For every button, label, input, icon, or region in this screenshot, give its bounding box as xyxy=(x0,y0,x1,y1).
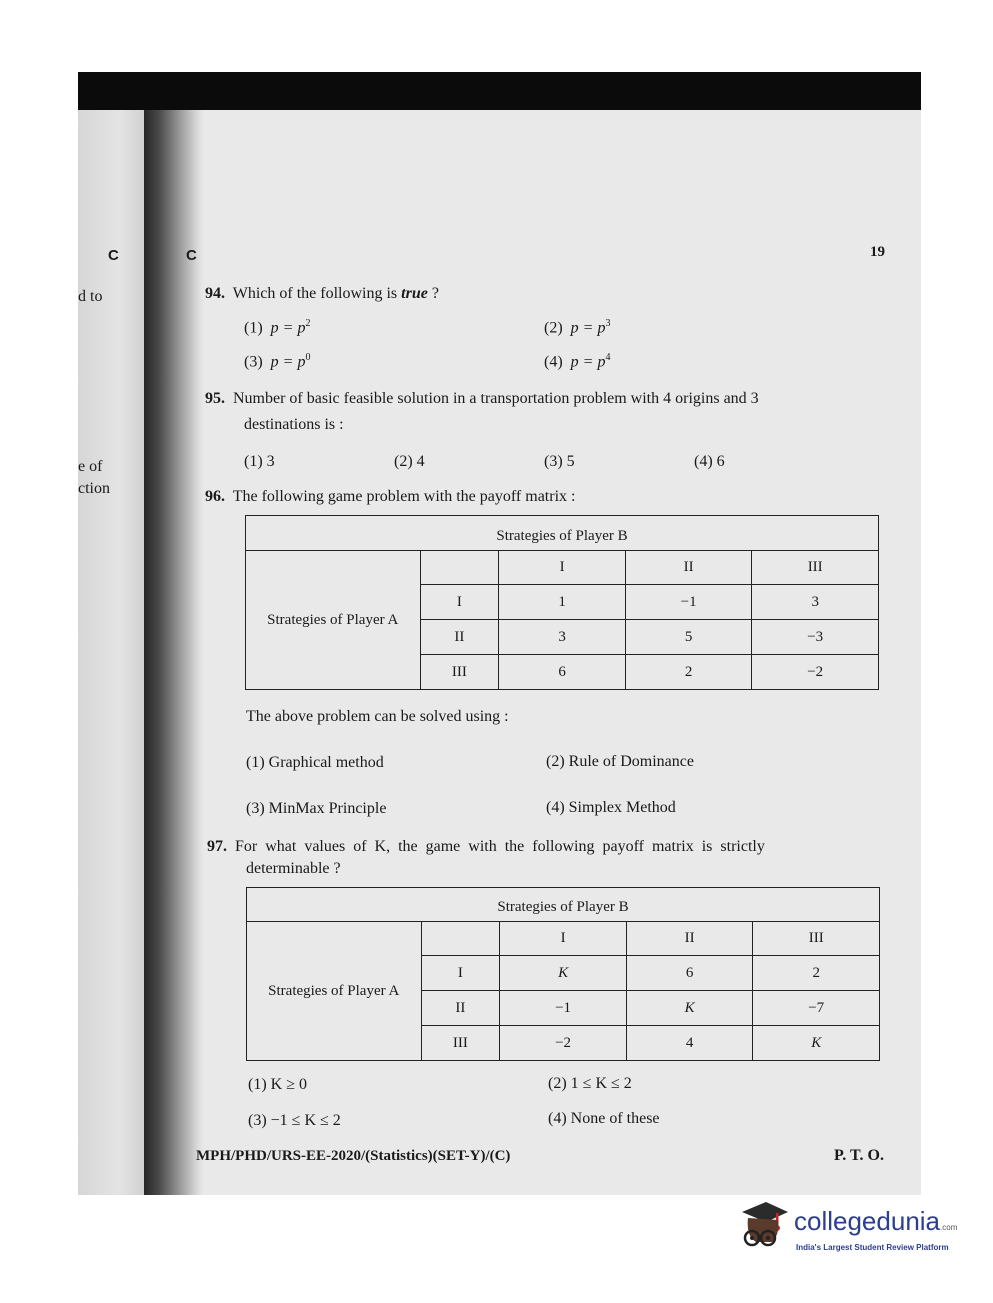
option-exp: 0 xyxy=(305,352,311,363)
matrix-row-label: III xyxy=(421,1026,500,1061)
matrix-col-header xyxy=(246,516,879,551)
matrix-row-label: III xyxy=(420,655,499,690)
question-text: The following game problem with the payoff matrix : xyxy=(232,488,576,505)
option-95-3: (3) 5 xyxy=(544,453,575,470)
question-95-line2: destinations is : xyxy=(244,416,344,433)
matrix-row-label: I xyxy=(421,956,500,991)
matrix-cell: −1 xyxy=(500,991,627,1026)
matrix-cell: 1 xyxy=(499,585,626,620)
option-expr: p = p xyxy=(270,353,306,371)
question-number: 94. xyxy=(205,285,225,302)
matrix-row-label: II xyxy=(420,620,499,655)
option-label: (1) xyxy=(244,319,263,337)
option-94-4 xyxy=(544,352,610,371)
brand-tagline: India's Largest Student Review Platform xyxy=(796,1243,949,1252)
option-96-4: (4) Simplex Method xyxy=(546,799,676,816)
question-text: Number of basic feasible solution in a transportation problem with 4 origins and 3 xyxy=(233,390,759,407)
matrix-cell: 3 xyxy=(499,620,626,655)
matrix-cell: −7 xyxy=(753,991,880,1026)
option-expr: p = p xyxy=(570,319,606,337)
mascot-icon xyxy=(736,1198,792,1256)
option-94-3 xyxy=(244,352,310,371)
question-97 xyxy=(207,838,765,856)
question-number: 95. xyxy=(205,390,225,407)
option-94-1 xyxy=(244,318,310,337)
option-label: (2) xyxy=(544,319,563,337)
adjacent-page xyxy=(78,110,146,1195)
payoff-matrix-96 xyxy=(245,515,879,690)
question-mark: ? xyxy=(431,285,439,302)
page-number: 19 xyxy=(870,244,885,260)
matrix-col-label: III xyxy=(752,551,879,585)
col-header-text: Strategies of Player B xyxy=(496,527,628,544)
question-96 xyxy=(205,488,575,506)
matrix-col-header xyxy=(247,888,880,922)
matrix-cell: 2 xyxy=(625,655,752,690)
matrix-row-header xyxy=(246,551,421,690)
matrix-row-label: II xyxy=(421,991,500,1026)
option-expr: p = p xyxy=(270,319,306,337)
question-94 xyxy=(205,285,439,303)
option-95-4: (4) 6 xyxy=(694,453,725,470)
matrix-cell: −1 xyxy=(625,585,752,620)
matrix-cell: 4 xyxy=(626,1026,753,1061)
option-95-2: (2) 4 xyxy=(394,453,425,470)
left-fragment-3: ction xyxy=(78,480,110,497)
option-96-1: (1) Graphical method xyxy=(246,754,384,771)
matrix-cell: −2 xyxy=(752,655,879,690)
option-exp: 4 xyxy=(605,352,611,363)
option-label: (3) xyxy=(244,353,263,371)
option-95-1: (1) 3 xyxy=(244,453,275,470)
matrix-col-label: III xyxy=(753,922,880,956)
option-96-2: (2) Rule of Dominance xyxy=(546,753,694,770)
scanned-page xyxy=(78,72,921,1195)
option-97-3: (3) −1 ≤ K ≤ 2 xyxy=(248,1112,341,1129)
matrix-corner xyxy=(421,922,500,956)
matrix-cell: 3 xyxy=(752,585,879,620)
matrix-cell: 2 xyxy=(753,956,880,991)
matrix-cell: K xyxy=(626,991,753,1026)
matrix-cell: −3 xyxy=(752,620,879,655)
brand-name-text: collegedunia xyxy=(794,1206,941,1236)
matrix-col-label: II xyxy=(625,551,752,585)
question-number: 97. xyxy=(207,838,227,855)
matrix-cell: K xyxy=(500,956,627,991)
question-number: 96. xyxy=(205,488,225,505)
option-label: (4) xyxy=(544,353,563,371)
option-94-2 xyxy=(544,318,610,337)
row-header-text: Strategies of Player A xyxy=(268,982,400,999)
collegedunia-logo[interactable] xyxy=(736,1198,966,1258)
question-text: For what values of K, the game with the following payoff matrix is strictly xyxy=(235,838,765,855)
matrix-row-header xyxy=(247,922,422,1061)
matrix-row-label: I xyxy=(420,585,499,620)
question-95 xyxy=(205,390,759,408)
brand-suffix: .com xyxy=(940,1223,958,1232)
matrix-corner xyxy=(420,551,499,585)
option-97-2: (2) 1 ≤ K ≤ 2 xyxy=(548,1075,632,1092)
question-emphasis: true xyxy=(401,285,428,302)
question-97-line2: determinable ? xyxy=(246,860,341,877)
left-page-letter: C xyxy=(108,247,119,264)
matrix-cell: −2 xyxy=(500,1026,627,1061)
paper-code: MPH/PHD/URS-EE-2020/(Statistics)(SET-Y)/(C) xyxy=(196,1148,511,1164)
book-gutter-shadow xyxy=(144,110,204,1195)
matrix-cell: 6 xyxy=(499,655,626,690)
matrix-cell: 5 xyxy=(625,620,752,655)
option-exp: 3 xyxy=(605,318,611,329)
option-expr: p = p xyxy=(570,353,606,371)
scan-top-border xyxy=(78,72,921,110)
option-exp: 2 xyxy=(305,318,311,329)
option-96-3: (3) MinMax Principle xyxy=(246,800,387,817)
left-fragment-2: e of xyxy=(78,458,103,475)
matrix-cell: 6 xyxy=(626,956,753,991)
payoff-matrix-97 xyxy=(246,887,880,1061)
question-96-followup: The above problem can be solved using : xyxy=(246,708,509,725)
left-fragment-1: d to xyxy=(78,288,103,305)
row-header-text: Strategies of Player A xyxy=(267,611,399,628)
matrix-col-label: I xyxy=(500,922,627,956)
option-97-4: (4) None of these xyxy=(548,1110,660,1127)
col-header-text: Strategies of Player B xyxy=(497,899,629,915)
section-letter: C xyxy=(186,247,197,264)
option-97-1: (1) K ≥ 0 xyxy=(248,1076,307,1093)
matrix-col-label: I xyxy=(499,551,626,585)
brand-name xyxy=(794,1206,957,1237)
matrix-cell: K xyxy=(753,1026,880,1061)
pto-label: P. T. O. xyxy=(834,1147,884,1164)
matrix-col-label: II xyxy=(626,922,753,956)
question-text: Which of the following is xyxy=(232,285,398,302)
